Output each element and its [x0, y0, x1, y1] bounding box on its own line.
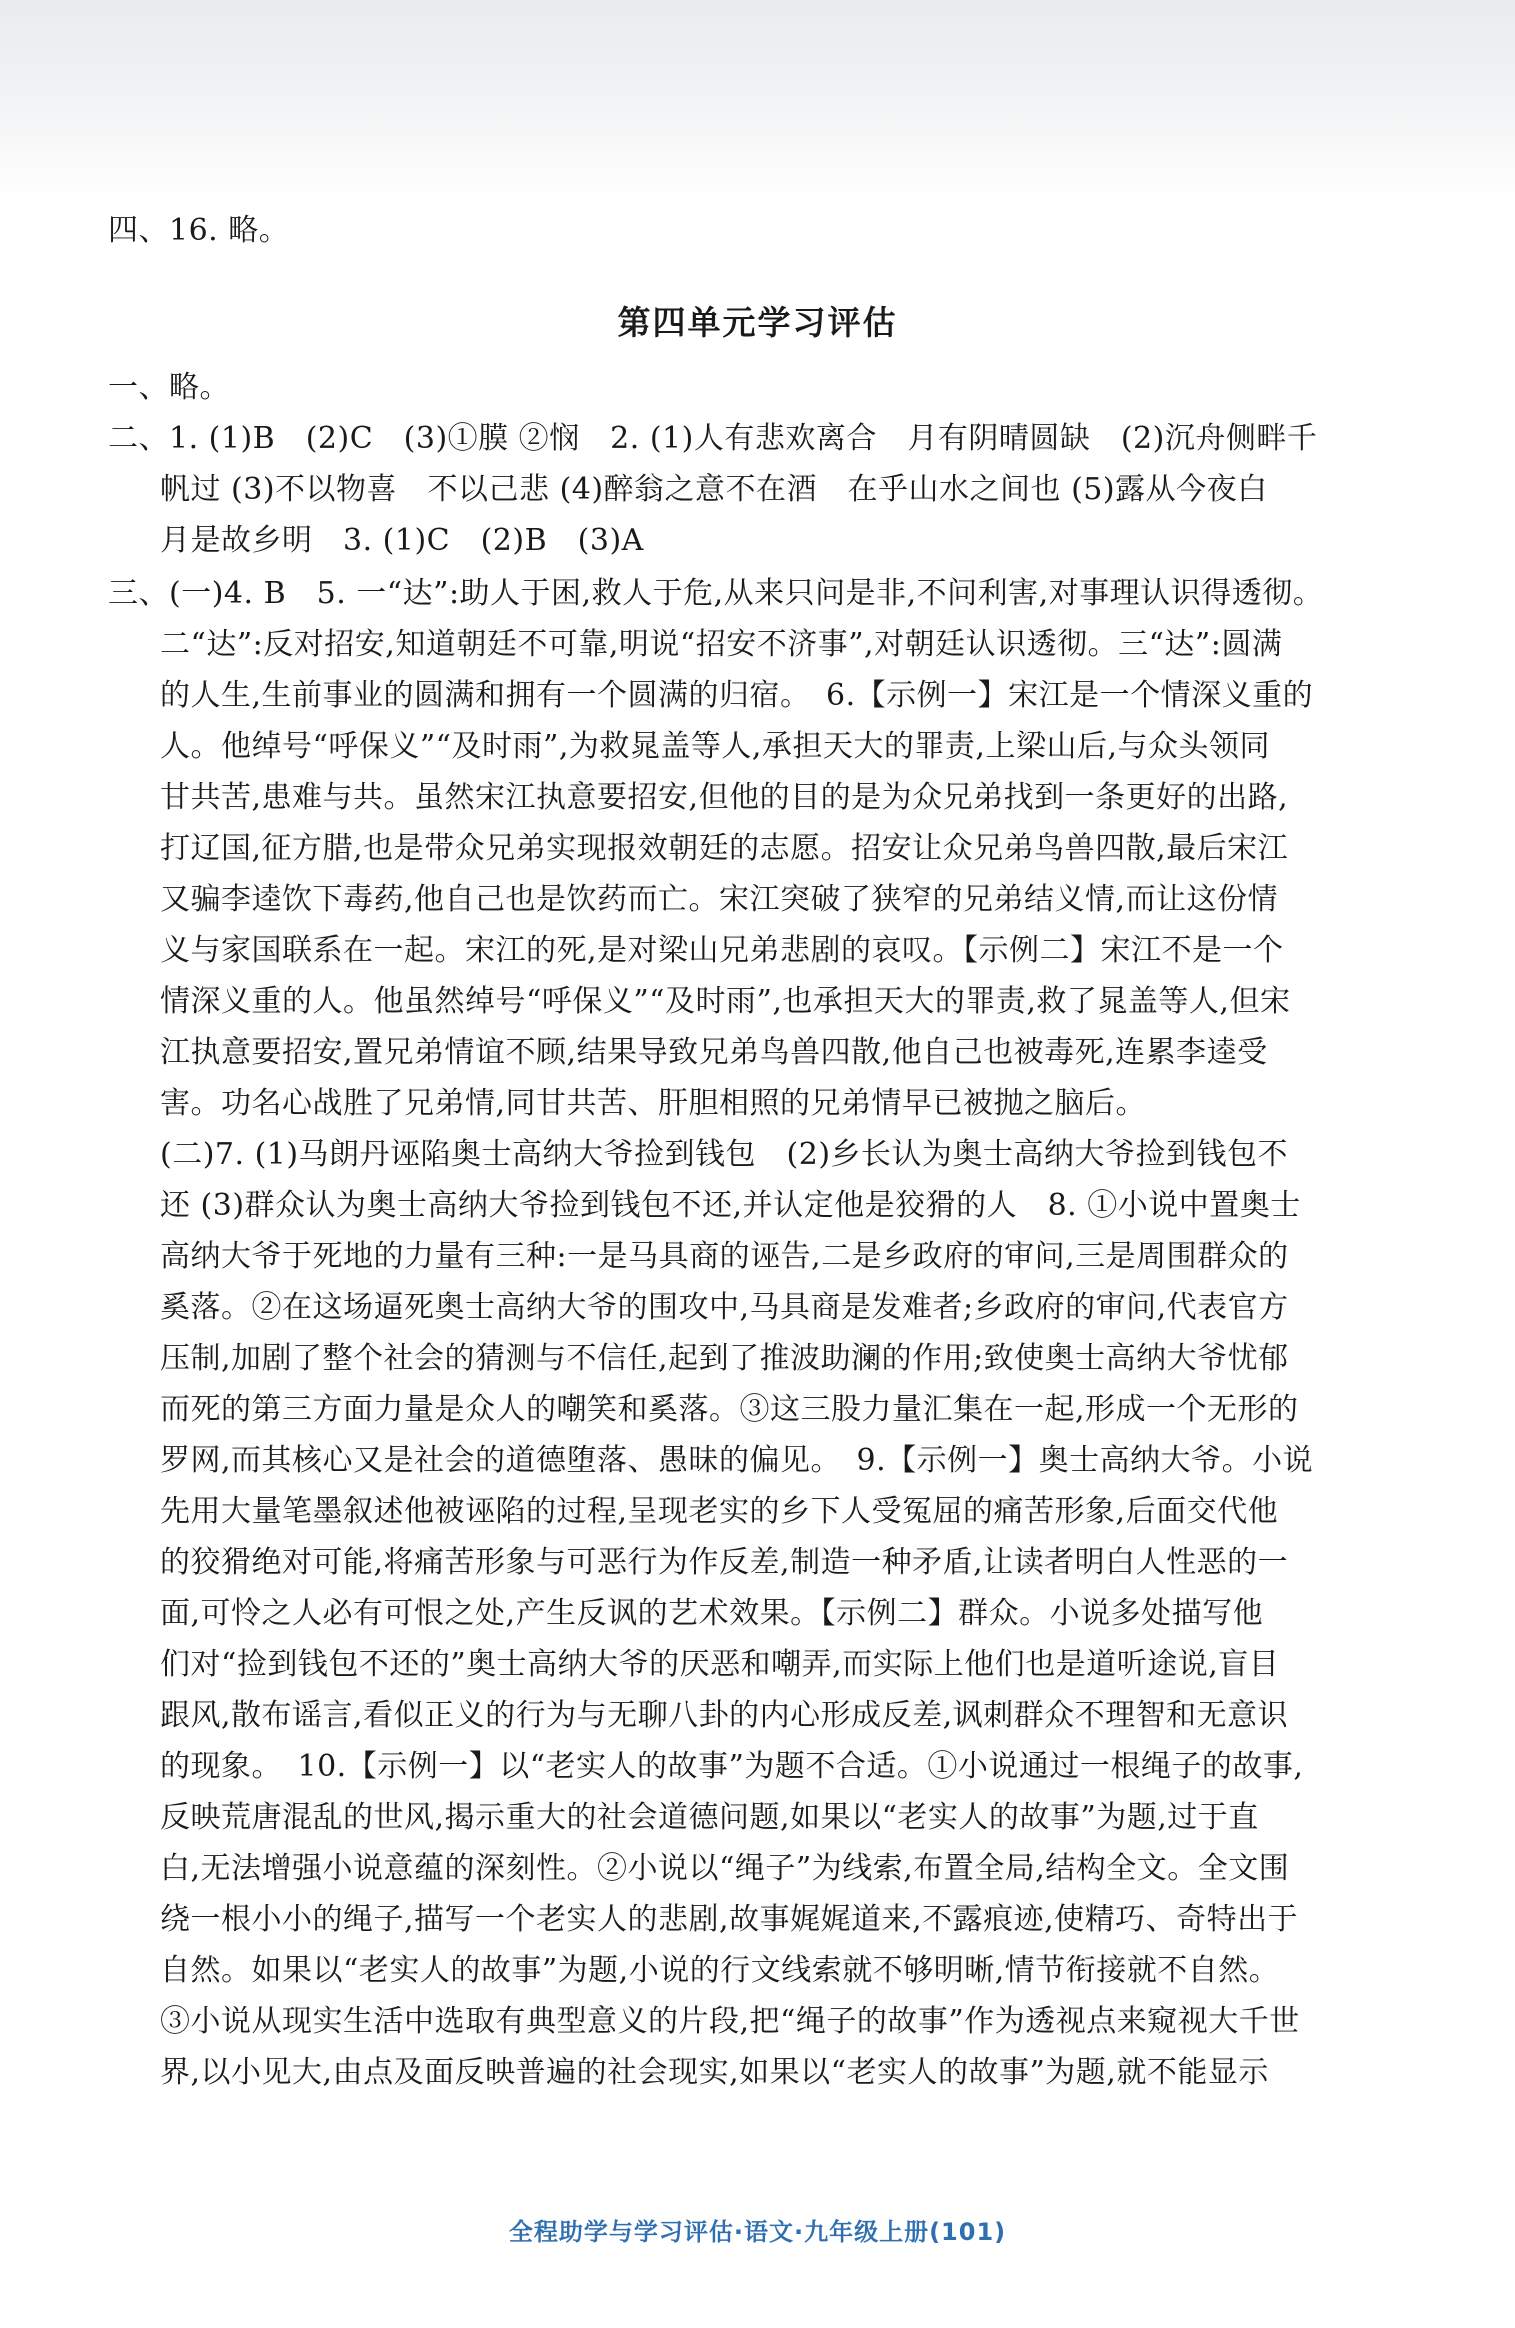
text-line: 二、1. (1)B (2)C (3)①膜 ②悯 2. (1)人有悲欢离合 月有阴晴圆缺 (2)沉舟侧畔千 [108, 421, 1318, 456]
text-line: 又骗李逵饮下毒药,他自己也是饮药而亡。宋江突破了狭窄的兄弟结义情,而让这份情 [160, 882, 1279, 917]
text-line: 三、(一)4. B 5. 一“达”:助人于困,救人于危,从来只问是非,不问利害,对事理认识得透彻。 [108, 576, 1324, 611]
text-line: 界,以小见大,由点及面反映普遍的社会现实,如果以“老实人的故事”为题,就不能显示 [160, 2055, 1269, 2090]
text-line: 打辽国,征方腊,也是带众兄弟实现报效朝廷的志愿。招安让众兄弟鸟兽四散,最后宋江 [160, 831, 1289, 866]
text-line: 而死的第三方面力量是众人的嘲笑和奚落。③这三股力量汇集在一起,形成一个无形的 [160, 1392, 1299, 1427]
text-line: 的狡猾绝对可能,将痛苦形象与可恶行为作反差,制造一种矛盾,让读者明白人性恶的一 [160, 1545, 1289, 1580]
text-line: 奚落。②在这场逼死奥士高纳大爷的围攻中,马具商是发难者;乡政府的审问,代表官方 [160, 1290, 1289, 1325]
text-line: 的人生,生前事业的圆满和拥有一个圆满的归宿。 6.【示例一】宋江是一个情深义重的 [160, 678, 1314, 713]
text-line: 压制,加剧了整个社会的猜测与不信任,起到了推波助澜的作用;致使奥士高纳大爷忧郁 [160, 1341, 1289, 1376]
text-line: 一、略。 [108, 370, 230, 405]
text-line: 月是故乡明 3. (1)C (2)B (3)A [160, 523, 644, 558]
text-line: 反映荒唐混乱的世风,揭示重大的社会道德问题,如果以“老实人的故事”为题,过于直 [160, 1800, 1259, 1835]
answer-part-3 [108, 568, 1323, 2098]
text-line: 情深义重的人。他虽然绰号“呼保义”“及时雨”,也承担天大的罪责,救了晁盖等人,但宋 [160, 984, 1291, 1019]
text-line: 自然。如果以“老实人的故事”为题,小说的行文线索就不够明晰,情节衔接就不自然。 [160, 1953, 1280, 1988]
text-line: 人。他绰号“呼保义”“及时雨”,为救晁盖等人,承担天大的罪责,上梁山后,与众头领同 [160, 729, 1270, 764]
text-line: 还 (3)群众认为奥士高纳大爷捡到钱包不还,并认定他是狡猾的人 8. ①小说中置奥士 [160, 1188, 1301, 1223]
text-line: 帆过 (3)不以物喜 不以己悲 (4)醉翁之意不在酒 在乎山水之间也 (5)露从今夜白 [160, 472, 1268, 507]
text-line: 绕一根小小的绳子,描写一个老实人的悲剧,故事娓娓道来,不露痕迹,使精巧、奇特出于 [160, 1902, 1299, 1937]
text-line: 高纳大爷于死地的力量有三种:一是马具商的诬告,二是乡政府的审问,三是周围群众的 [160, 1239, 1289, 1274]
text-line: 四、16. 略。 [108, 213, 290, 248]
answer-part-1 [108, 362, 230, 413]
text-line: 的现象。 10.【示例一】以“老实人的故事”为题不合适。①小说通过一根绳子的故事, [160, 1749, 1304, 1784]
text-line: ③小说从现实生活中选取有典型意义的片段,把“绳子的故事”作为透视点来窥视大千世 [160, 2004, 1300, 2039]
page-footer: 全程助学与学习评估·语文·九年级上册(101) [508, 2218, 1007, 2246]
text-line: 江执意要招安,置兄弟情谊不顾,结果导致兄弟鸟兽四散,他自己也被毒死,连累李逵受 [160, 1035, 1268, 1070]
text-line: 跟风,散布谣言,看似正义的行为与无聊八卦的内心形成反差,讽刺群众不理智和无意识 [160, 1698, 1289, 1733]
text-line: 害。功名心战胜了兄弟情,同甘共苦、肝胆相照的兄弟情早已被抛之脑后。 [160, 1086, 1147, 1121]
text-line: 白,无法增强小说意蕴的深刻性。②小说以“绳子”为线索,布置全局,结构全文。全文围 [160, 1851, 1290, 1886]
text-line: 义与家国联系在一起。宋江的死,是对梁山兄弟悲剧的哀叹。【示例二】宋江不是一个 [160, 933, 1284, 968]
text-line: 先用大量笔墨叙述他被诬陷的过程,呈现老实的乡下人受冤屈的痛苦形象,后面交代他 [160, 1494, 1279, 1529]
text-line: 甘共苦,患难与共。虽然宋江执意要招安,但他的目的是为众兄弟找到一条更好的出路, [160, 780, 1289, 815]
section-title: 第四单元学习评估 [617, 303, 898, 342]
text-line: (二)7. (1)马朗丹诬陷奥士高纳大爷捡到钱包 (2)乡长认为奥士高纳大爷捡到钱包不 [160, 1137, 1289, 1172]
text-line: 面,可怜之人必有可恨之处,产生反讽的艺术效果。【示例二】群众。小说多处描写他 [160, 1596, 1264, 1631]
text-line: 罗网,而其核心又是社会的道德堕落、愚昧的偏见。 9.【示例一】奥士高纳大爷。小说 [160, 1443, 1314, 1478]
text-line: 们对“捡到钱包不还的”奥士高纳大爷的厌恶和嘲弄,而实际上他们也是道听途说,盲目 [160, 1647, 1280, 1682]
answer-part-2 [108, 413, 1317, 566]
text-line: 二“达”:反对招安,知道朝廷不可靠,明说“招安不济事”,对朝廷认识透彻。三“达”:圆满 [160, 627, 1283, 662]
previous-section-answer [108, 205, 289, 256]
